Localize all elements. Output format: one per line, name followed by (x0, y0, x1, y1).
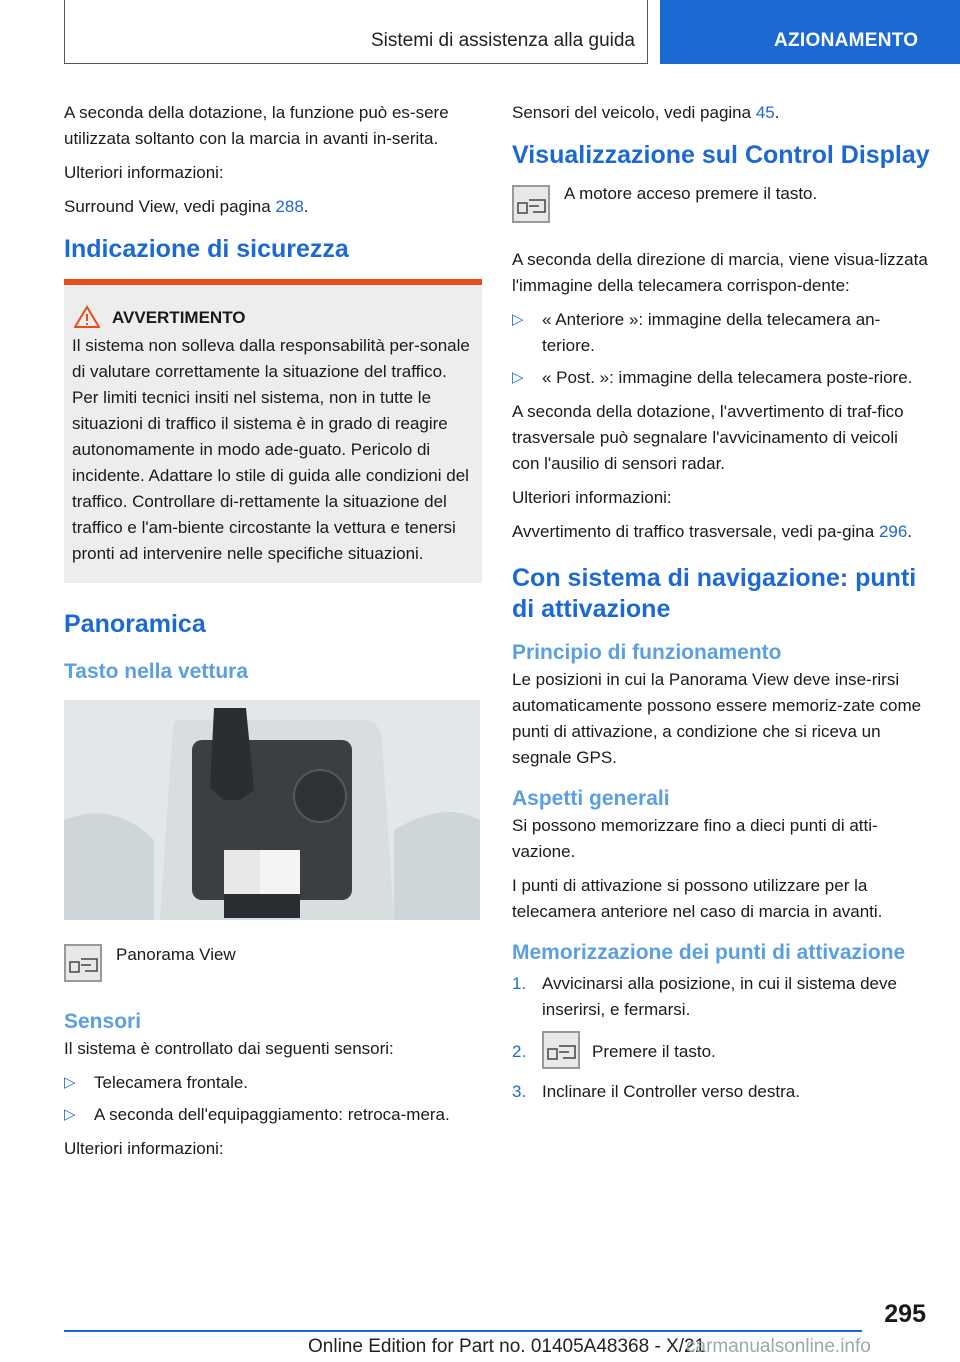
step-text: Inclinare il Controller verso destra. (542, 1082, 800, 1101)
nav-heading: Con sistema di navigazione: punti di attivazione (512, 564, 917, 623)
step-text: Premere il tasto. (592, 1042, 716, 1061)
button-subheading: Tasto nella vettura (64, 660, 248, 683)
cross-traffic-paragraph: A seconda della dotazione, l'avvertimento di traf-fico trasversale può segnalare l'avvicinamento di veicoli con l'ausilio di sensori radar. (512, 402, 904, 473)
vehicle-sensors-reference: Sensori del veicolo, vedi pagina 45. (512, 103, 780, 122)
sensor-item: ▷ A seconda dell'equipaggiamento: retroca-mera. (64, 1102, 482, 1128)
step-text: Avvicinarsi alla posizione, in cui il sistema deve inserirsi, e fermarsi. (542, 974, 897, 1019)
page-number: 295 (884, 1300, 926, 1328)
store-step (512, 1079, 930, 1105)
step-number: 1. (512, 974, 527, 993)
panorama-button-row (64, 942, 482, 982)
direction-paragraph: A seconda della direzione di marcia, viene visua-lizzata l'immagine della telecamera corrispon-dente: (512, 250, 928, 295)
panorama-view-button[interactable] (64, 944, 102, 982)
general-paragraph-2: I punti di attivazione si possono utilizzare per la telecamera anteriore nel caso di marcia in avanti. (512, 876, 883, 921)
view-item: ▷ « Post. »: immagine della telecamera poste-riore. (512, 365, 930, 391)
header-frame (64, 0, 648, 64)
warning-triangle-icon (74, 305, 100, 329)
surround-reference-text: Surround View, vedi pagina (64, 197, 271, 216)
general-paragraph-1: Si possono memorizzare fino a dieci punti di atti-vazione. (512, 816, 878, 861)
safety-heading: Indicazione di sicurezza (64, 235, 349, 263)
sensor-item: ▷ Telecamera frontale. (64, 1070, 482, 1096)
store-heading: Memorizzazione dei punti di attivazione (512, 941, 906, 964)
chapter-title: Sistemi di assistenza alla guida (370, 30, 635, 51)
view-list (512, 307, 930, 391)
more-info-label-right: Ulteriori informazioni: (512, 488, 672, 507)
camera-view-icon (517, 196, 547, 216)
cross-traffic-page-link[interactable]: 296 (878, 522, 908, 541)
camera-view-icon (547, 1042, 577, 1062)
section-tab[interactable] (660, 0, 960, 64)
sensor-list (64, 1070, 482, 1128)
surround-page-link[interactable]: 288 (275, 197, 304, 216)
general-heading: Aspetti generali (512, 787, 670, 810)
more-info-label-2: Ulteriori informazioni: (64, 1139, 224, 1158)
panorama-button-label: Panorama View (116, 945, 236, 964)
surround-reference: Surround View, vedi pagina 288. (64, 197, 309, 216)
store-steps (512, 971, 930, 1105)
warning-text: Il sistema non solleva dalla responsabilità per-sonale di valutare correttamente la situazione del traffico. Per limiti tecnici insiti nel sistema, non in tutte le situazioni di traffico il sistema è in grado di reagire autonomamente in modo ade-guato. Pericolo di incidente. Adattare lo stile di guida alle condizioni del traffico. Controllare di-rettamente la situazione del traffico e l'am-biente circostante la vettura e tenersi pronti ad intervenire nelle specifiche situazioni. (72, 336, 470, 563)
vehicle-sensors-page-link[interactable]: 45 (755, 103, 775, 122)
display-heading: Visualizzazione sul Control Display (512, 141, 930, 169)
camera-view-icon (69, 955, 99, 975)
center-console-illustration (64, 700, 480, 920)
sensors-heading: Sensori (64, 1010, 142, 1033)
watermark-text: carmanualsonline.info (686, 1336, 871, 1357)
warning-box (64, 279, 482, 583)
intro-paragraph: A seconda della dotazione, la funzione può es-sere utilizzata soltanto con la marcia in avanti in-serita. (64, 103, 449, 148)
section-tab-label: AZIONAMENTO (774, 30, 919, 51)
principle-paragraph: Le posizioni in cui la Panorama View deve inse-rirsi automaticamente possono essere memoriz-zate come punti di attivazione, a condizione che si riceva un segnale GPS. (512, 670, 922, 767)
cross-traffic-reference: Avvertimento di traffico trasversale, vedi pa-gina 296. (512, 522, 913, 541)
edition-text: Online Edition for Part no. 01405A48368 - X/21 (308, 1336, 706, 1357)
step-button[interactable] (542, 1031, 580, 1069)
footer-divider (64, 1330, 862, 1332)
right-column (512, 100, 930, 1113)
store-step (512, 971, 930, 1023)
display-button[interactable] (512, 185, 550, 223)
display-step-text: A motore acceso premere il tasto. (564, 184, 818, 203)
sensors-intro: Il sistema è controllato dai seguenti sensori: (64, 1039, 394, 1058)
store-step (512, 1031, 930, 1071)
warning-title: AVVERTIMENTO (112, 308, 246, 327)
cross-traffic-reference-text: Avvertimento di traffico trasversale, vedi pa-gina (512, 522, 875, 541)
more-info-label: Ulteriori informazioni: (64, 163, 224, 182)
step-number: 3. (512, 1082, 527, 1101)
center-console-photo (64, 700, 480, 920)
left-column (64, 100, 482, 1170)
step-number: 2. (512, 1042, 527, 1061)
vehicle-sensors-text: Sensori del veicolo, vedi pagina (512, 103, 752, 122)
overview-heading: Panoramica (64, 610, 206, 638)
display-step-row (512, 181, 930, 233)
principle-heading: Principio di funzionamento (512, 641, 782, 664)
view-item: ▷ « Anteriore »: immagine della telecamera an-teriore. (512, 307, 930, 359)
